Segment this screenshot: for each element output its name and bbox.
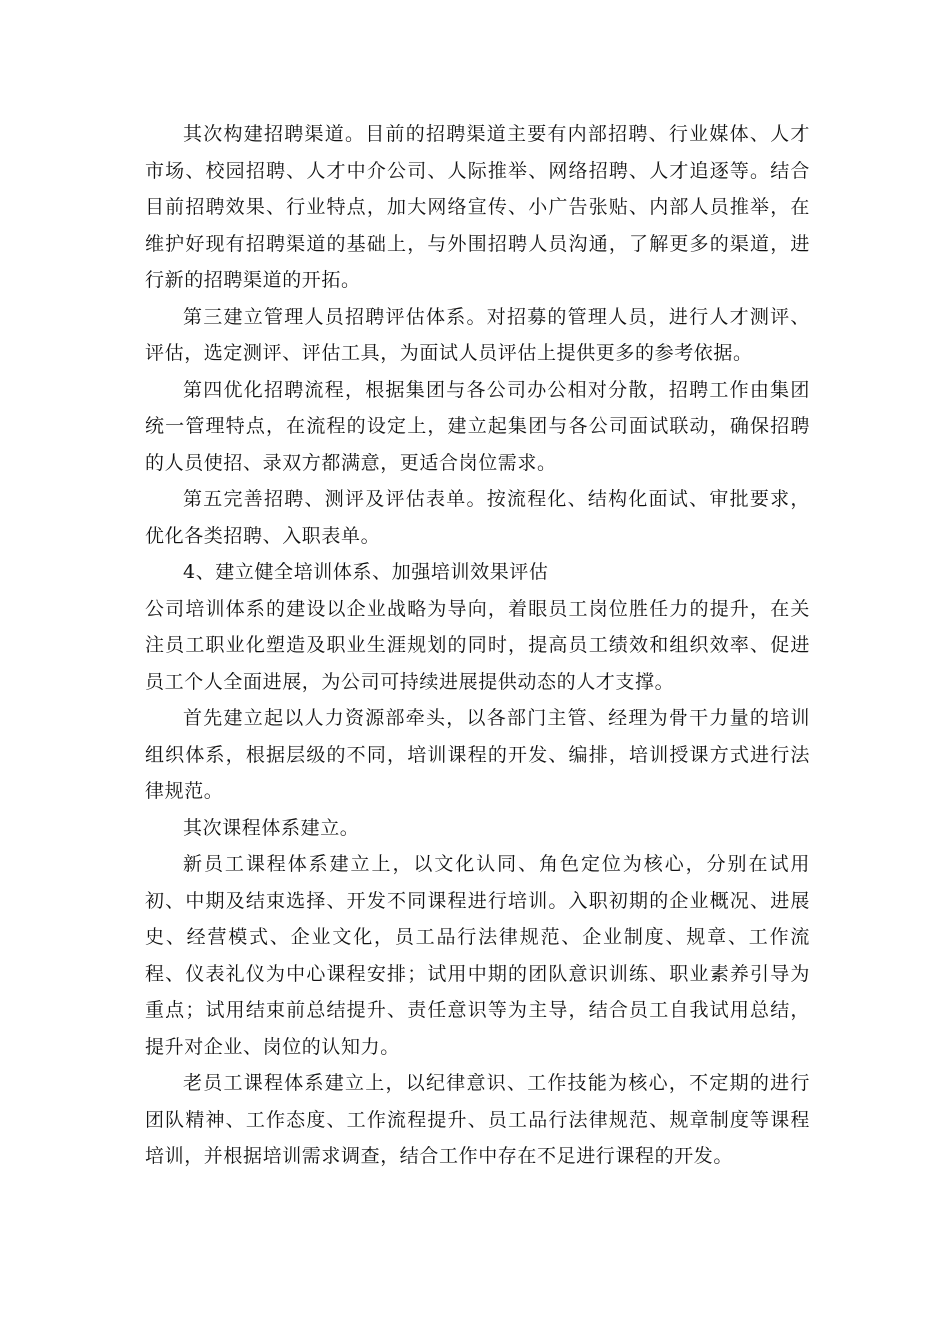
paragraph-training-overview: 公司培训体系的建设以企业战略为导向，着眼员工岗位胜任力的提升，在关注员工职业化塑造及职业生涯规划的同时，提高员工绩效和组织效率、促进员工个人全面进展，为公司可持续进展提供动态的人才支撑。 (145, 597, 810, 693)
paragraph-optimize-process: 第四优化招聘流程，根据集团与各公司办公相对分散，招聘工作由集团统一管理特点，在流程的设定上，建立起集团与各公司面试联动，确保招聘的人员使招、录双方都满意，更适合岗位需求。 (145, 378, 810, 474)
paragraph-manager-evaluation: 第三建立管理人员招聘评估体系。对招募的管理人员，进行人才测评、评估，选定测评、评估工具，为面试人员评估上提供更多的参考依据。 (145, 305, 810, 364)
paragraph-improve-forms: 第五完善招聘、测评及评估表单。按流程化、结构化面试、审批要求，优化各类招聘、入职表单。 (145, 488, 810, 547)
paragraph-recruitment-channels: 其次构建招聘渠道。目前的招聘渠道主要有内部招聘、行业媒体、人才市场、校园招聘、人才中介公司、人际推举、网络招聘、人才追逐等。结合目前招聘效果、行业特点，加大网络宣传、小广告张贴、内部人员推举，在维护好现有招聘渠道的基础上，与外围招聘人员沟通，了解更多的渠道，进行新的招聘渠道的开拓。 (145, 123, 810, 291)
paragraph-veteran-employee-courses: 老员工课程体系建立上，以纪律意识、工作技能为核心，不定期的进行团队精神、工作态度、工作流程提升、员工品行法律规范、规章制度等课程培训，并根据培训需求调查，结合工作中存在不足进行课程的开发。 (145, 1072, 810, 1167)
section-heading-training: 4、建立健全培训体系、加强培训效果评估 (183, 561, 549, 583)
document-body (145, 116, 810, 1175)
paragraph-new-employee-courses: 新员工课程体系建立上，以文化认同、角色定位为核心，分别在试用初、中期及结束选择、开发不同课程进行培训。入职初期的企业概况、进展史、经营模式、企业文化，员工品行法律规范、企业制度、规章、工作流程、仪表礼仪为中心课程安排；试用中期的团队意识训练、职业素养引导为重点；试用结束前总结提升、责任意识等为主导，结合员工自我试用总结，提升对企业、岗位的认知力。 (145, 853, 810, 1058)
paragraph-training-organization: 首先建立起以人力资源部牵头，以各部门主管、经理为骨干力量的培训组织体系，根据层级的不同，培训课程的开发、编排，培训授课方式进行法律规范。 (145, 707, 810, 802)
paragraph-course-system: 其次课程体系建立。 (183, 816, 360, 839)
